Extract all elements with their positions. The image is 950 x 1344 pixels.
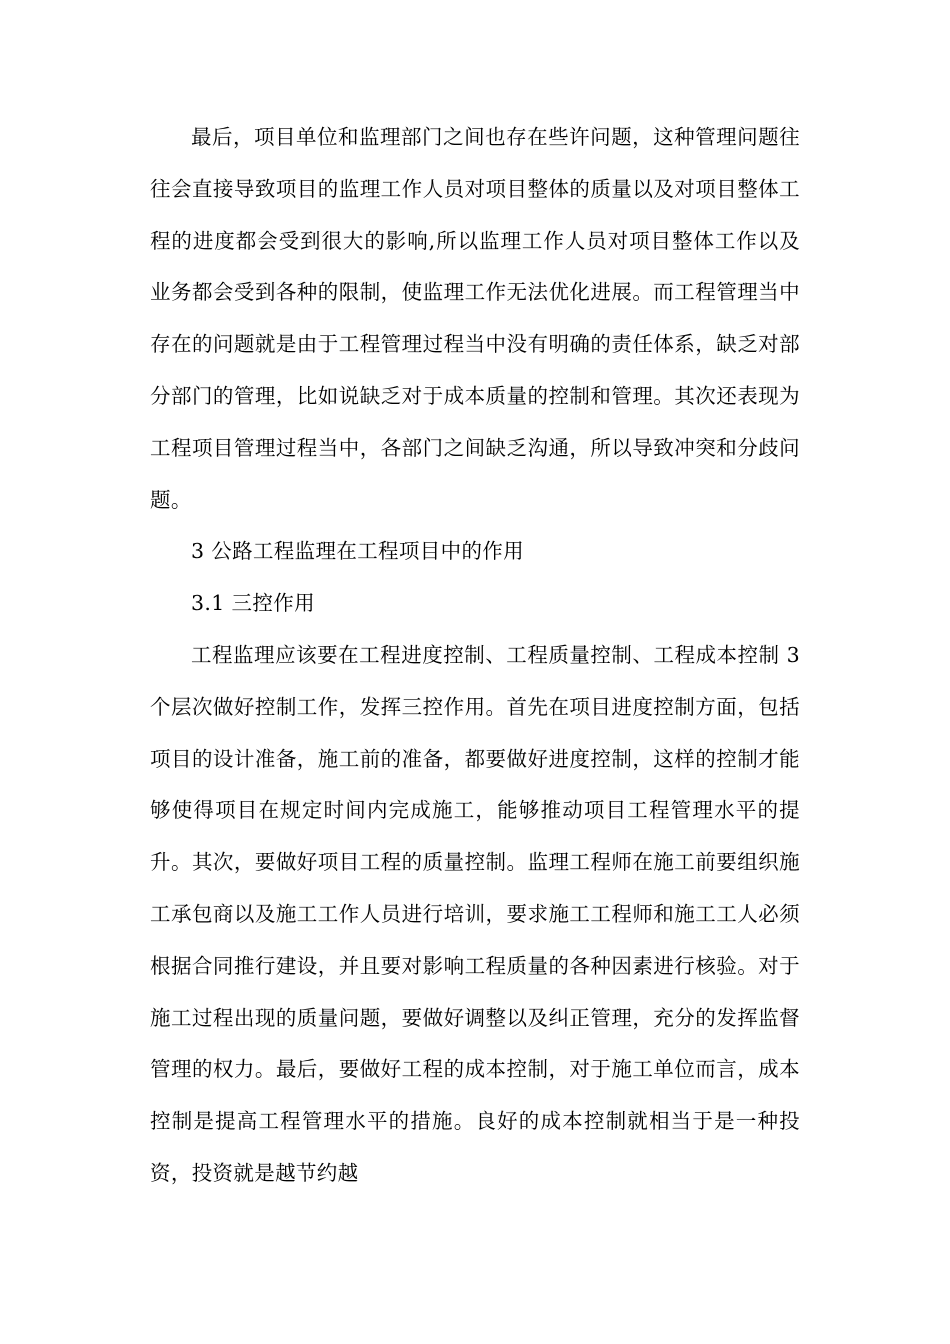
paragraph-three-controls: 工程监理应该要在工程进度控制、工程质量控制、工程成本控制 3 个层次做好控制工作，发挥三控作用。首先在项目进度控制方面，包括项目的设计准备，施工前的准备，都要做好进度控制，这样的控制才能够使得项目在规定时间内完成施工，能够推动项目工程管理水平的提升。其次，要做好项目工程的质量控制。监理工程师在施工前要组织施工承包商以及施工工作人员进行培训，要求施工工程师和施工工人必须根据合同推行建设，并且要对影响工程质量的各种因素进行核验。对于施工过程出现的质量问题，要做好调整以及纠正管理，充分的发挥监督管理的权力。最后，要做好工程的成本控制，对于施工单位而言，成本控制是提高工程管理水平的措施。良好的成本控制就相当于是一种投资，投资就是越节约越 (150, 642, 800, 1185)
document-body (150, 112, 800, 1200)
section-heading: 3 公路工程监理在工程项目中的作用 (191, 539, 525, 564)
subsection-heading: 3.1 三控作用 (191, 591, 315, 616)
paragraph-problems: 最后，项目单位和监理部门之间也存在些许问题，这种管理问题往往会直接导致项目的监理工作人员对项目整体的质量以及对项目整体工程的进度都会受到很大的影响,所以监理工作人员对项目整体工作以及业务都会受到各种的限制，使监理工作无法优化进展。而工程管理当中存在的问题就是由于工程管理过程当中没有明确的责任体系，缺乏对部分部门的管理，比如说缺乏对于成本质量的控制和管理。其次还表现为工程项目管理过程当中，各部门之间缺乏沟通，所以导致冲突和分歧问题。 (150, 125, 800, 512)
